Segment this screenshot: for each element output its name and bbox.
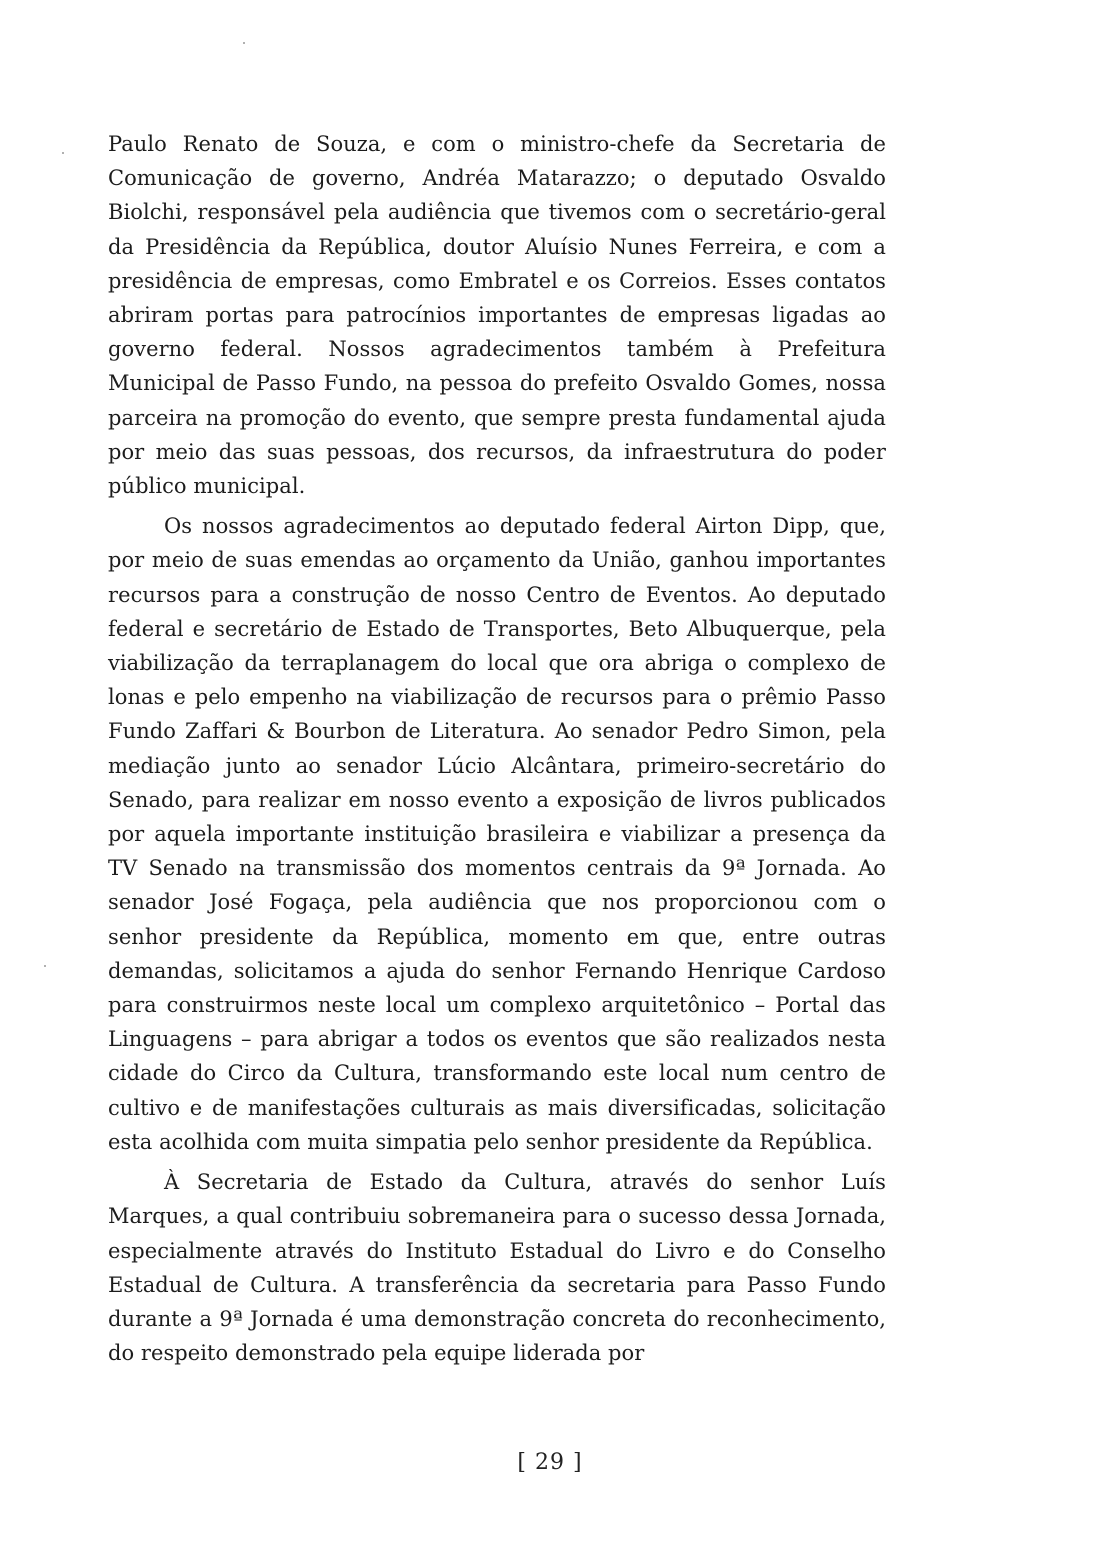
paragraph-1: Paulo Renato de Souza, e com o ministro-chefe da Secretaria de Comunicação de governo, Andréa Matarazzo; o deputado Osvaldo Biolchi, responsável pela audiência que tivemos com o secretário-geral da Presidência da República, doutor Aluísio Nunes Ferreira, e com a presidência de empresas, como Embratel e os Correios. Esses contatos abriram portas para patrocínios importantes de empresas ligadas ao governo federal. Nossos agradecimentos também à Prefeitura Municipal de Passo Fundo, na pessoa do prefeito Osvaldo Gomes, nossa parceira na promoção do evento, que sempre presta fundamental ajuda por meio das suas pessoas, dos recursos, da infraestrutura do poder público municipal. <box>108 132 886 499</box>
scan-speck <box>44 965 46 967</box>
scan-speck <box>62 152 64 154</box>
paragraph-2: Os nossos agradecimentos ao deputado federal Airton Dipp, que, por meio de suas emendas ao orçamento da União, ganhou importantes recursos para a construção de nosso Centro de Eventos. Ao deputado federal e secretário de Estado de Transportes, Beto Albuquerque, pela viabilização da terraplanagem do local que ora abriga o complexo de lonas e pelo empenho na viabilização de recursos para o prêmio Passo Fundo Zaffari & Bourbon de Literatura. Ao senador Pedro Simon, pela mediação junto ao senador Lúcio Alcântara, primeiro-secretário do Senado, para realizar em nosso evento a exposição de livros publicados por aquela importante instituição brasileira e viabilizar a presença da TV Senado na transmissão dos momentos centrais da 9ª Jornada. Ao senador José Fogaça, pela audiência que nos proporcionou com o senhor presidente da República, momento em que, entre outras demandas, solicitamos a ajuda do senhor Fernando Henrique Cardoso para construirmos neste local um complexo arquitetônico – Portal das Linguagens – para abrigar a todos os eventos que são realizados nesta cidade do Circo da Cultura, transformando este local num centro de cultivo e de manifestações culturais as mais diversificadas, solicitação esta acolhida com muita simpatia pelo senhor presidente da República. <box>108 514 886 1154</box>
scan-speck <box>243 42 245 44</box>
paragraph-3: À Secretaria de Estado da Cultura, através do senhor Luís Marques, a qual contribuiu sobremaneira para o sucesso dessa Jornada, especialmente através do Instituto Estadual do Livro e do Conselho Estadual de Cultura. A transferência da secretaria para Passo Fundo durante a 9ª Jornada é uma demonstração concreta do reconhecimento, do respeito demonstrado pela equipe liderada por <box>108 1170 886 1366</box>
body-text <box>108 127 886 1376</box>
page-number: [ 29 ] <box>517 1450 583 1475</box>
